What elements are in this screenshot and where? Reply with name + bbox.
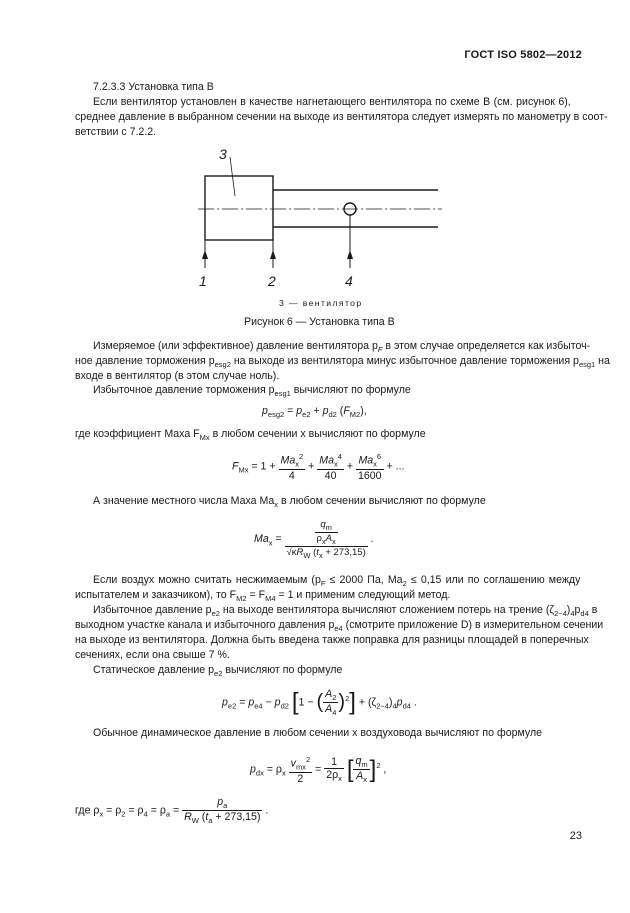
- para-6-line-2: выходном участке канала и избыточного давления $p_{e4}$ (смотрите приложение D) в измерительном сечении: [75, 619, 604, 634]
- formula-5: $p_{dx} = \rho_x$ $\frac{v_{mx}^2}{2}$ = $\frac{1}{2\rho_x}$ [ $\frac{q_m}{A_x}$ ]$^2$ ,: [250, 755, 387, 785]
- label-2: 2: [268, 273, 276, 289]
- label-1: 1: [199, 273, 207, 289]
- fan-box: [205, 176, 273, 240]
- para-7: Статическое давление $p_{e2}$ вычисляют по формуле: [93, 664, 343, 679]
- page-number: 23: [569, 830, 582, 842]
- label-4: 4: [345, 273, 353, 289]
- formula-2: $F_{Mx} = 1$ + $\frac{Ma_x^2}{4}$ + $\frac{Ma_x^4}{40}$ + $\frac{Ma_x^6}{1600}$ + ...: [232, 452, 405, 482]
- standard-header: ГОСТ ISO 5802—2012: [464, 49, 582, 61]
- formula-4: $p_{e2} = p_{e4} - p_{d2}$ [1 − ( $\frac{A_2}{A_4}$ )$^2] + (\zeta_{2-4})_4p_{d4}$ .: [222, 688, 417, 718]
- formula-1: $p_{esg2} = p_{e2} + p_{d2}$ $(F_{M2})$,: [262, 405, 367, 420]
- section-heading: 7.2.3.3 Установка типа В: [93, 81, 214, 93]
- formula-6: где $\rho_x = \rho_2 = \rho_4 = \rho_a$ = $\frac{p_a}{R_W (t_a + 273,15)}$ .: [75, 796, 269, 826]
- plane-1-arrow: [202, 250, 208, 259]
- plane-4-arrow: [347, 250, 353, 259]
- intro-line-1: Если вентилятор установлен в качестве нагнетающего вентилятора по схеме В (см. рисунок 6),: [93, 96, 571, 108]
- para-1-line-1: Измеряемое (или эффективное) давление вентилятора $p_F$ в этом случае определяется как избыточ-: [93, 340, 591, 355]
- figure-caption: Рисунок 6 — Установка типа В: [244, 316, 395, 328]
- intro-line-3: ветствии с 7.2.2.: [75, 126, 157, 138]
- label-3: 3: [219, 146, 227, 162]
- para-2: Избыточное давление торможения $p_{esg1}$ вычисляют по формуле: [93, 384, 411, 399]
- para-1-line-3: входе в вентилятор (в этом случае ноль).: [75, 370, 280, 382]
- figure-legend: 3 — вентилятор: [279, 298, 363, 308]
- para-5-line-2: испытателем и заказчиком), то $F_{M2} = F_{M4} = 1$ и применим следующий метод.: [75, 589, 451, 604]
- figure-6-diagram: [180, 140, 450, 305]
- para-1-line-2: ное давление торможения $p_{esg2}$ на выходе из вентилятора минус избыточное давление торможения $p_{esg1}$ на: [75, 355, 610, 370]
- para-6-line-3: на выходе из вентилятора. Должна быть введена также поправка для разницы площадей в поперечных: [75, 634, 589, 646]
- para-4: А значение местного числа Маха $Ma_x$ в любом сечении вычисляют по формуле: [93, 495, 486, 510]
- para-6-line-1: Избыточное давление $p_{e2}$ на выходе вентилятора вычисляют сложением потерь на трение $(\zeta_{2-4})_4p_{d4}$ в: [93, 604, 598, 619]
- para-3: где коэффициент Маха $F_{Mx}$ в любом сечении x вычисляют по формуле: [75, 428, 426, 443]
- para-8: Обычное динамическое давление в любом сечении x воздуховода вычисляют по формуле: [93, 727, 543, 739]
- intro-line-2: среднее давление в выбранном сечении на выходе из вентилятора следует измерять по манометру в соот-: [75, 111, 608, 123]
- para-6-line-4: сечениях, если она свыше 7 %.: [75, 649, 230, 661]
- formula-3: $Ma_x$ = $\frac{\frac{q_m}{\rho_xA_x}}{√\kappa R_W (t_x + 273,15)}$ .: [254, 519, 374, 560]
- para-5-line-1: Если воздух можно считать несжимаемым ($p_F \le 2000$ Па, $Ma_2 \le 0,15$ или по соглашению между: [93, 574, 581, 589]
- plane-2-arrow: [270, 250, 276, 259]
